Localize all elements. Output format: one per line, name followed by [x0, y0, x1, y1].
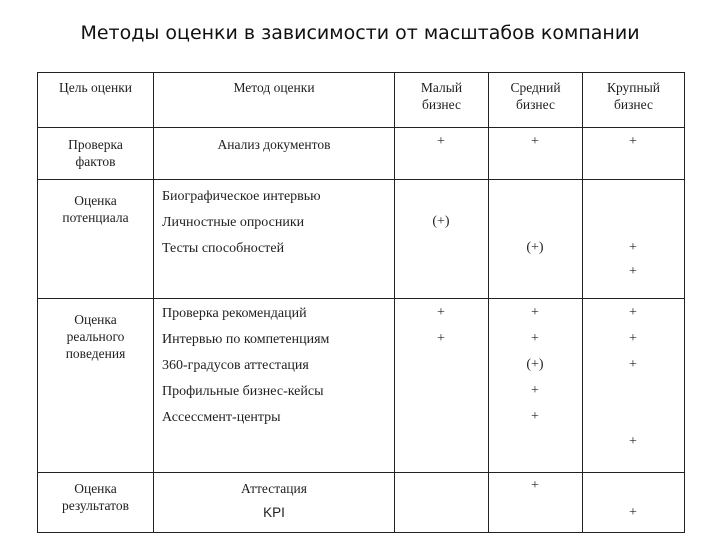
header-goal: [38, 79, 153, 96]
row1-goal-line-2: фактов: [75, 154, 116, 169]
row3-small-mark-2: +: [437, 331, 445, 346]
row4-goal: [38, 480, 153, 514]
row2-large-mark-1: +: [629, 240, 637, 255]
row1-medium-mark: +: [531, 134, 539, 149]
row1-goal: [38, 136, 153, 170]
row-divider: [37, 472, 685, 473]
row3-large-mark-2: +: [629, 331, 637, 346]
row3-method-line-4: Профильные бизнес-кейсы: [162, 384, 324, 399]
header-method: [154, 79, 394, 96]
row4-method-line-2: KPI: [263, 505, 285, 520]
row4-medium-mark: +: [531, 478, 539, 493]
row3-method-line-1: Проверка рекомендаций: [162, 306, 307, 321]
row1-small-mark: +: [437, 134, 445, 149]
header-small: [395, 79, 488, 113]
row2-goal-line-2: потенциала: [62, 210, 129, 225]
row1-goal-line-1: Проверка: [68, 137, 123, 152]
row2-method-line-3: Тесты способностей: [162, 241, 285, 256]
row4-method: [154, 480, 394, 521]
header-goal-text: Цель оценки: [59, 80, 132, 95]
row-divider: [37, 179, 685, 180]
header-large-line-1: Крупный: [606, 80, 661, 95]
row3-goal-line-1: Оценка: [74, 312, 117, 327]
row3-medium-mark-5: +: [531, 409, 539, 424]
row3-goal-line-2: реального: [66, 329, 125, 344]
table-border-top: [37, 72, 685, 73]
row2-small-mark: (+): [432, 214, 450, 229]
row2-goal: [38, 192, 153, 226]
header-large-line-2: бизнес: [614, 97, 653, 112]
row3-medium-mark-4: +: [531, 383, 539, 398]
row3-large-mark-1: +: [629, 305, 637, 320]
row2-goal-line-1: Оценка: [74, 193, 117, 208]
row2-large-mark-2: +: [629, 264, 637, 279]
row3-medium-mark-3: (+): [526, 357, 544, 372]
page-title: Методы оценки в зависимости от масштабов компании: [80, 22, 640, 44]
table-border-bottom: [37, 532, 685, 533]
row2-method-line-1: Биографическое интервью: [162, 189, 321, 204]
row3-large-mark-3: +: [629, 357, 637, 372]
header-medium-line-1: Средний: [510, 80, 561, 95]
row2-method-line-2: Личностные опросники: [162, 215, 305, 230]
row4-large-mark: +: [629, 505, 637, 520]
header-method-text: Метод оценки: [233, 80, 315, 95]
row1-large-mark: +: [629, 134, 637, 149]
header-large: [583, 79, 684, 113]
row3-goal-line-3: поведения: [65, 346, 126, 361]
header-medium: [489, 79, 582, 113]
row3-medium-mark-2: +: [531, 331, 539, 346]
header-medium-line-2: бизнес: [516, 97, 555, 112]
row3-goal: [38, 311, 153, 362]
header-small-line-1: Малый: [420, 80, 463, 95]
table-border-right: [684, 72, 685, 533]
row2-medium-mark: (+): [526, 240, 544, 255]
row3-method-line-3: 360-градусов аттестация: [162, 358, 309, 373]
header-small-line-2: бизнес: [422, 97, 461, 112]
row3-medium-mark-1: +: [531, 305, 539, 320]
row3-small-mark-1: +: [437, 305, 445, 320]
row4-goal-line-1: Оценка: [74, 481, 117, 496]
row-divider: [37, 298, 685, 299]
row3-method-line-2: Интервью по компетенциям: [162, 332, 330, 347]
row1-method: [154, 136, 394, 153]
col-divider: [582, 72, 583, 533]
row4-goal-line-2: результатов: [61, 498, 130, 513]
col-divider: [394, 72, 395, 533]
row-divider: [37, 127, 685, 128]
col-divider: [488, 72, 489, 533]
row4-method-line-1: Аттестация: [241, 481, 307, 496]
row3-method-line-5: Ассессмент-центры: [162, 410, 281, 425]
row1-method-line-1: Анализ документов: [217, 137, 331, 152]
row3-large-mark-4: +: [629, 434, 637, 449]
